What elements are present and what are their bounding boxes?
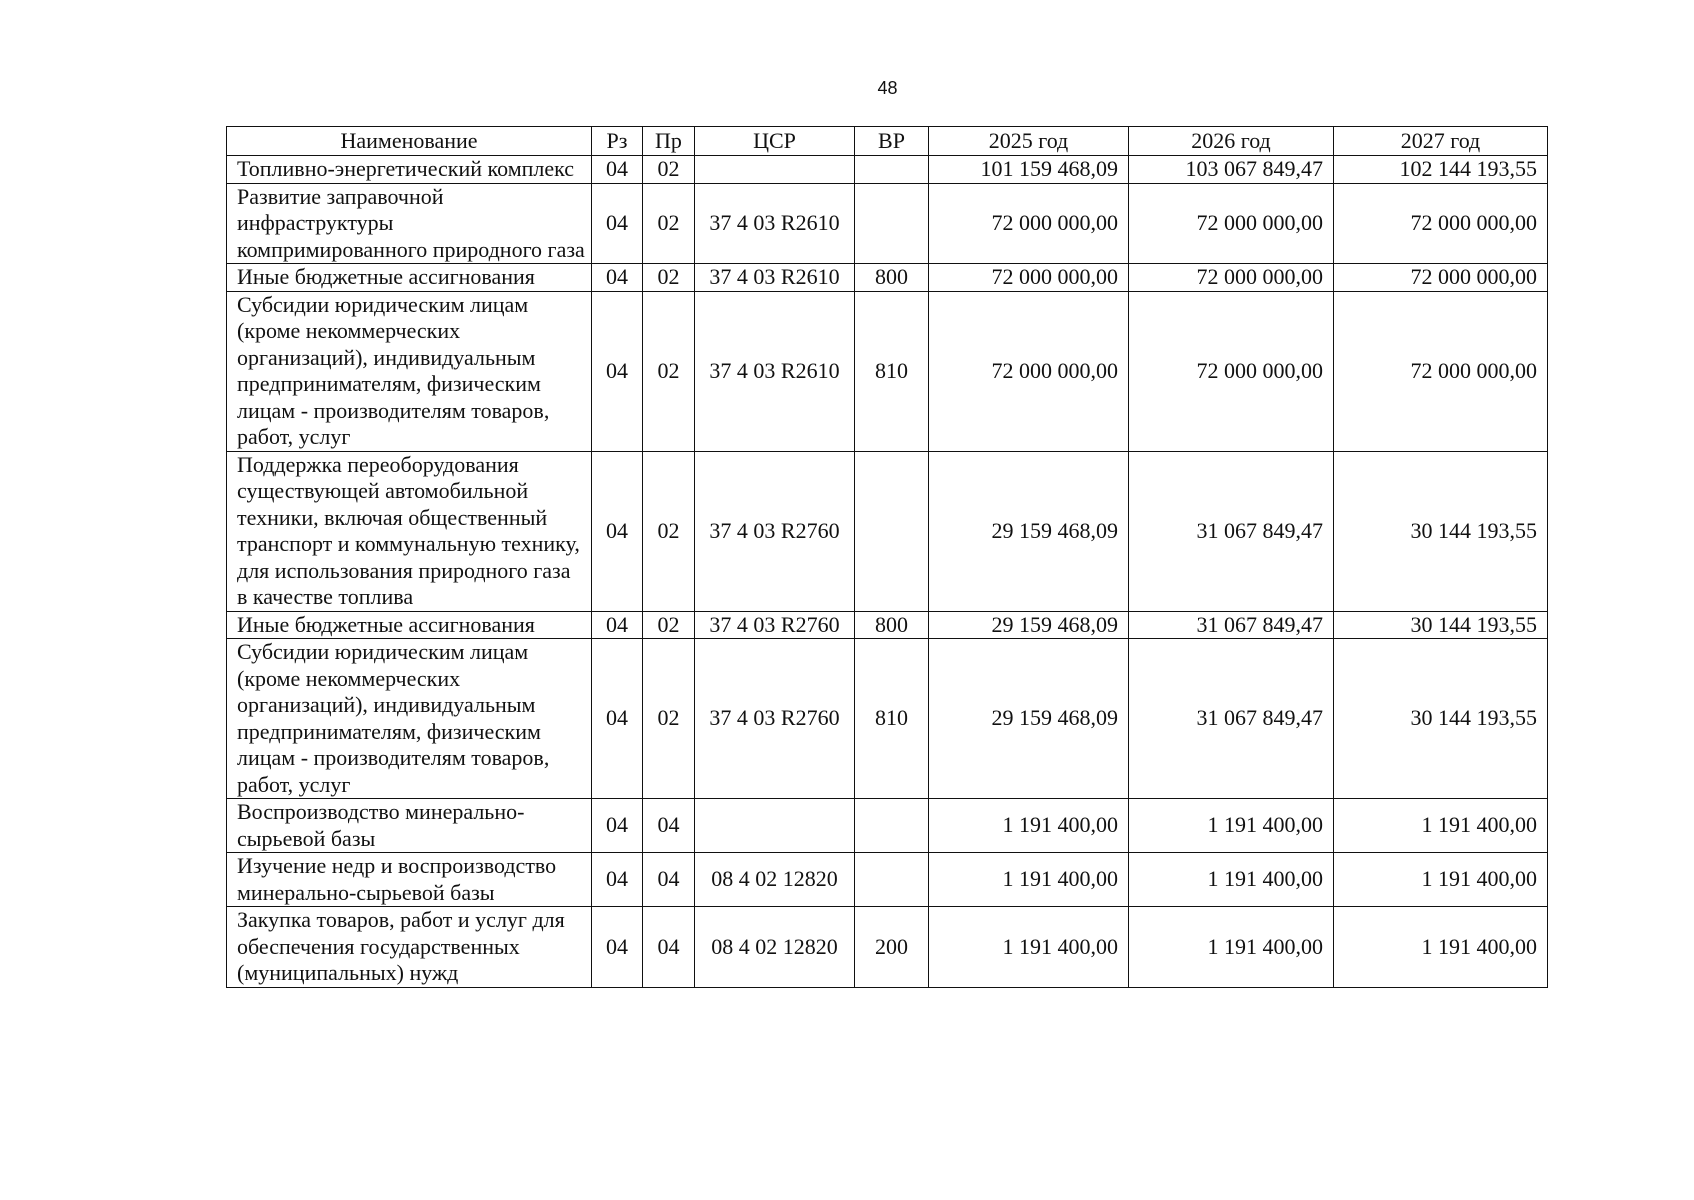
cell-rz: 04 [592, 853, 643, 907]
cell-2025: 72 000 000,00 [929, 183, 1129, 264]
cell-2027: 72 000 000,00 [1334, 264, 1548, 292]
page-number: 48 [877, 78, 898, 98]
cell-pr: 04 [643, 799, 695, 853]
cell-name: Изучение недр и воспроизводство минерально-сырьевой базы [227, 853, 592, 907]
cell-pr: 02 [643, 451, 695, 611]
cell-csr: 37 4 03 R2610 [695, 291, 855, 451]
header-name: Наименование [227, 127, 592, 156]
cell-name: Закупка товаров, работ и услуг для обеспечения государственных (муниципальных) нужд [227, 907, 592, 988]
cell-vr: 810 [855, 639, 929, 799]
cell-vr [855, 853, 929, 907]
cell-name: Иные бюджетные ассигнования [227, 264, 592, 292]
table-row [227, 639, 1548, 799]
cell-vr: 800 [855, 264, 929, 292]
cell-2025: 72 000 000,00 [929, 264, 1129, 292]
cell-2025: 29 159 468,09 [929, 451, 1129, 611]
cell-pr: 02 [643, 156, 695, 184]
header-pr: Пр [643, 127, 695, 156]
cell-2026: 103 067 849,47 [1129, 156, 1334, 184]
cell-name: Субсидии юридическим лицам (кроме некоммерческих организаций), индивидуальным предпринимателям, физическим лицам - производителям товаров, работ, услуг [227, 291, 592, 451]
cell-vr [855, 451, 929, 611]
header-rz: Рз [592, 127, 643, 156]
cell-vr [855, 799, 929, 853]
cell-csr: 08 4 02 12820 [695, 853, 855, 907]
budget-table [226, 126, 1548, 988]
cell-2025: 72 000 000,00 [929, 291, 1129, 451]
cell-csr: 37 4 03 R2760 [695, 611, 855, 639]
cell-2027: 1 191 400,00 [1334, 907, 1548, 988]
cell-rz: 04 [592, 907, 643, 988]
cell-csr: 37 4 03 R2760 [695, 451, 855, 611]
cell-2026: 72 000 000,00 [1129, 291, 1334, 451]
table-row [227, 799, 1548, 853]
header-2025: 2025 год [929, 127, 1129, 156]
cell-2027: 72 000 000,00 [1334, 183, 1548, 264]
table-row [227, 611, 1548, 639]
cell-rz: 04 [592, 264, 643, 292]
cell-2027: 72 000 000,00 [1334, 291, 1548, 451]
cell-vr: 810 [855, 291, 929, 451]
cell-pr: 04 [643, 853, 695, 907]
cell-pr: 02 [643, 183, 695, 264]
cell-vr: 800 [855, 611, 929, 639]
cell-name: Развитие заправочной инфраструктуры компримированного природного газа [227, 183, 592, 264]
cell-2027: 1 191 400,00 [1334, 799, 1548, 853]
cell-rz: 04 [592, 291, 643, 451]
cell-2025: 29 159 468,09 [929, 611, 1129, 639]
cell-rz: 04 [592, 799, 643, 853]
cell-2026: 72 000 000,00 [1129, 183, 1334, 264]
cell-2026: 1 191 400,00 [1129, 799, 1334, 853]
cell-2027: 1 191 400,00 [1334, 853, 1548, 907]
cell-csr: 37 4 03 R2760 [695, 639, 855, 799]
cell-2027: 30 144 193,55 [1334, 451, 1548, 611]
cell-2026: 31 067 849,47 [1129, 639, 1334, 799]
cell-csr: 08 4 02 12820 [695, 907, 855, 988]
header-2026: 2026 год [1129, 127, 1334, 156]
table-row [227, 853, 1548, 907]
cell-2026: 1 191 400,00 [1129, 853, 1334, 907]
cell-csr [695, 799, 855, 853]
table-row [227, 907, 1548, 988]
cell-2026: 72 000 000,00 [1129, 264, 1334, 292]
cell-2027: 30 144 193,55 [1334, 639, 1548, 799]
cell-name: Воспроизводство минерально-сырьевой базы [227, 799, 592, 853]
cell-name: Поддержка переоборудования существующей автомобильной техники, включая общественный транспорт и коммунальную технику, для использования природного газа в качестве топлива [227, 451, 592, 611]
table-row [227, 264, 1548, 292]
cell-2025: 1 191 400,00 [929, 853, 1129, 907]
table-row [227, 156, 1548, 184]
table-header-row [227, 127, 1548, 156]
cell-2026: 1 191 400,00 [1129, 907, 1334, 988]
cell-pr: 02 [643, 264, 695, 292]
cell-2027: 102 144 193,55 [1334, 156, 1548, 184]
cell-rz: 04 [592, 451, 643, 611]
cell-pr: 02 [643, 291, 695, 451]
header-vr: ВР [855, 127, 929, 156]
cell-2026: 31 067 849,47 [1129, 611, 1334, 639]
cell-rz: 04 [592, 611, 643, 639]
cell-2025: 1 191 400,00 [929, 799, 1129, 853]
table-row [227, 451, 1548, 611]
table-row [227, 291, 1548, 451]
cell-name: Топливно-энергетический комплекс [227, 156, 592, 184]
cell-vr: 200 [855, 907, 929, 988]
cell-2027: 30 144 193,55 [1334, 611, 1548, 639]
cell-pr: 02 [643, 611, 695, 639]
header-csr: ЦСР [695, 127, 855, 156]
cell-rz: 04 [592, 156, 643, 184]
cell-2025: 29 159 468,09 [929, 639, 1129, 799]
table-row [227, 183, 1548, 264]
cell-2025: 101 159 468,09 [929, 156, 1129, 184]
header-2027: 2027 год [1334, 127, 1548, 156]
cell-name: Субсидии юридическим лицам (кроме некоммерческих организаций), индивидуальным предпринимателям, физическим лицам - производителям товаров, работ, услуг [227, 639, 592, 799]
cell-2026: 31 067 849,47 [1129, 451, 1334, 611]
cell-pr: 04 [643, 907, 695, 988]
cell-csr [695, 156, 855, 184]
cell-vr [855, 183, 929, 264]
cell-pr: 02 [643, 639, 695, 799]
cell-name: Иные бюджетные ассигнования [227, 611, 592, 639]
cell-2025: 1 191 400,00 [929, 907, 1129, 988]
cell-csr: 37 4 03 R2610 [695, 183, 855, 264]
cell-rz: 04 [592, 639, 643, 799]
cell-vr [855, 156, 929, 184]
cell-rz: 04 [592, 183, 643, 264]
cell-csr: 37 4 03 R2610 [695, 264, 855, 292]
